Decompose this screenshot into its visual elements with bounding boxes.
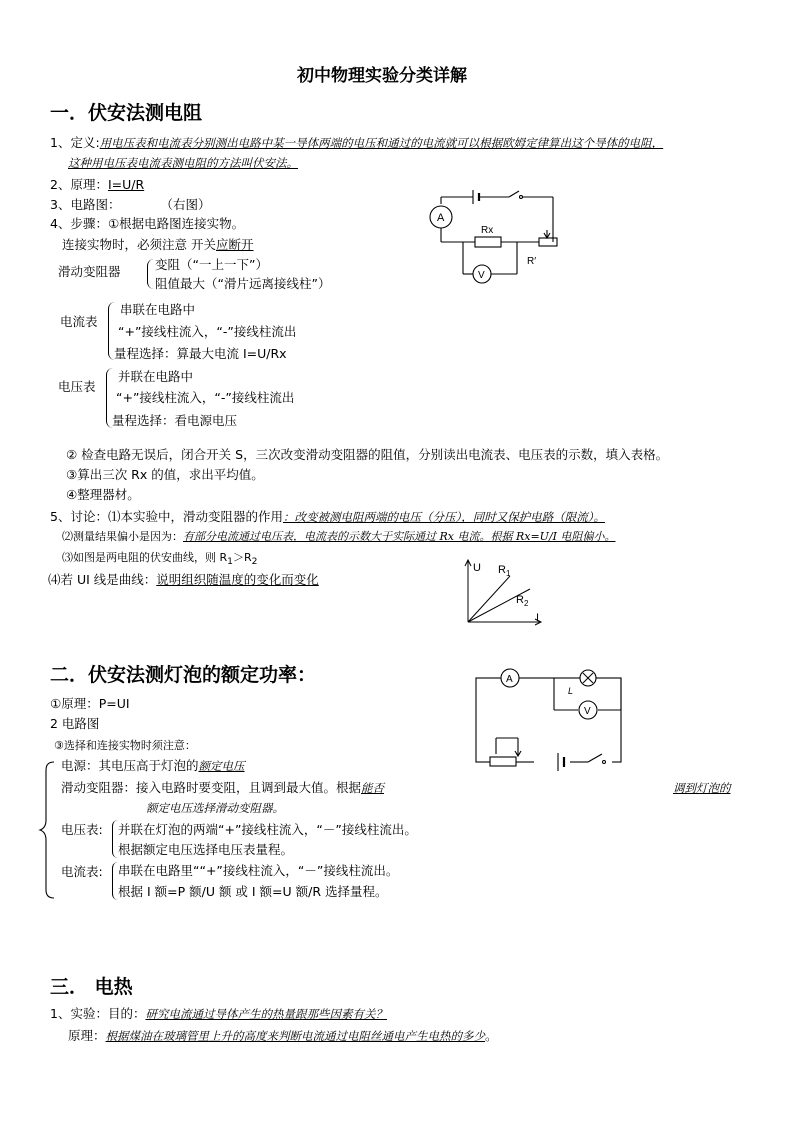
- discussion-3-text: ⑶如图是两电阻的伏安曲线，则 R: [62, 551, 228, 564]
- s2-voltmeter-item-2: 根据额定电压选择电压表量程。: [118, 842, 294, 857]
- s2-rheostat-label: 滑动变阻器：接入电路时要变阻，且调到最大值。根据: [61, 780, 362, 795]
- s2-rheostat-emphasis-2: 调到灯泡的: [673, 781, 731, 795]
- s2-rheostat-line-2: 额定电压选择滑动变阻器。: [146, 801, 284, 815]
- ammeter-symbol-label: A: [437, 212, 445, 224]
- r1-line: [468, 576, 510, 622]
- lamp-label: L: [568, 686, 574, 696]
- rheostat-item-2: 阻值最大（“滑片远离接线柱”）: [155, 276, 331, 291]
- s2-power-label: 电源：其电压高于灯泡的: [61, 758, 199, 773]
- connect-note-emphasis: 应断开: [215, 237, 254, 252]
- voltmeter-symbol-label: V: [478, 270, 485, 281]
- ammeter-item-3: 量程选择：算最大电流 I=U/Rx: [114, 346, 287, 361]
- s2-ammeter-item-1: 串联在电路里““+”接线柱流入，“－”接线柱流出。: [118, 863, 399, 878]
- graph-r2-label: R: [516, 594, 524, 606]
- s2-principle: ①原理：P=UI: [50, 696, 130, 711]
- circuit-label: 3、电路图：: [50, 197, 121, 212]
- steps-label: 4、步骤：: [50, 216, 108, 231]
- graph-u-label: U: [473, 562, 481, 574]
- rheostat-item-1: 变阻（“一上一下”）: [155, 257, 268, 272]
- definition-line-1: [50, 135, 663, 151]
- s3-experiment-label: 1、实验：目的：: [50, 1006, 146, 1021]
- s2-rheostat: [61, 780, 384, 796]
- circuit-diagram-1: [425, 188, 560, 298]
- s2-note: ③选择和连接实物时须注意：: [54, 739, 196, 752]
- step-3: ③算出三次 Rx 的值，求出平均值。: [66, 467, 264, 482]
- s2-power-emphasis: 额定电压: [198, 759, 245, 773]
- s2-voltmeter-item-1: 并联在灯泡的两端“+”接线柱流入，“－”接线柱流出。: [118, 822, 417, 837]
- s2-ammeter-item-2: 根据 I 额=P 额/U 额 或 I 额=U 额/R 选择量程。: [118, 884, 388, 899]
- rheostat-label: 滑动变阻器: [58, 264, 121, 279]
- principle-line: [50, 177, 144, 193]
- voltmeter-item-2: “+”接线柱流入，“-”接线柱流出: [116, 390, 295, 405]
- section-2-heading: 二．伏安法测灯泡的额定功率：: [50, 664, 317, 686]
- rheostat-brace: [147, 259, 154, 289]
- section-1-heading: 一．伏安法测电阻: [50, 102, 203, 124]
- discussion-3-r2: R: [243, 551, 252, 564]
- s2-rheostat-emphasis-1: 能否: [361, 781, 385, 795]
- voltmeter-item-3: 量程选择：看电源电压: [112, 413, 238, 428]
- voltmeter-item-1: 并联在电路中: [118, 369, 194, 384]
- ui-graph: [458, 557, 550, 627]
- discussion-3-sub1: 1: [227, 556, 233, 568]
- discussion-1-answer: ：改变被测电阻两端的电压（分压），同时又保护电路（限流）。: [282, 510, 605, 524]
- circuit-diagram-2: [470, 666, 630, 772]
- s2-rheostat-symbol: [490, 757, 516, 766]
- connect-note: 连接实物时，必须注意 开关: [62, 237, 216, 252]
- discussion-label: 5、讨论：⑴本实验中，滑动变阻器的作用: [50, 509, 283, 524]
- s2-ammeter-symbol-label: A: [506, 674, 513, 685]
- graph-r2-sub: 2: [524, 599, 529, 608]
- s3-principle-end: 。: [485, 1028, 498, 1043]
- graph-r1-label: R: [498, 564, 506, 576]
- principle-label: 2、原理：: [50, 177, 108, 192]
- discussion-1: [50, 509, 605, 525]
- ammeter-item-1: 串联在电路中: [120, 302, 196, 317]
- step-1: ①根据电路图连接实物。: [107, 216, 245, 231]
- s2-power: [61, 758, 245, 774]
- s2-voltmeter-symbol-label: V: [584, 706, 591, 717]
- s2-voltmeter-label: 电压表:: [61, 822, 103, 837]
- connect-note-line: [62, 237, 254, 253]
- discussion-2: [62, 529, 616, 544]
- definition-text-1: 用电压表和电流表分别测出电路中某一导体两端的电压和通过的电流就可以根据欧姆定律算出这个导体的电阻，: [99, 136, 664, 150]
- discussion-2-answer: 有部分电流通过电压表，电流表的示数大于实际通过 Rx 电流。根据 Rx=U/I 电阻偏小。: [183, 530, 616, 543]
- definition-label: 1、定义:: [50, 135, 100, 150]
- definition-text-2: 这种用电压表电流表测电阻的方法叫伏安法。: [68, 156, 298, 170]
- steps-line: [50, 216, 244, 232]
- section-3-heading: 三． 电热: [50, 976, 133, 998]
- graph-i-label: I: [536, 612, 540, 624]
- voltmeter-label: 电压表: [58, 379, 96, 394]
- discussion-4-label: ⑷若 UI 线是曲线：: [48, 572, 157, 587]
- s3-principle-answer: 根据煤油在玻璃管里上升的高度来判断电流通过电阻丝通电产生电热的多少: [105, 1029, 486, 1043]
- rheostat-r-prime-label: R′: [527, 256, 537, 267]
- principle-value: I=U/R: [107, 177, 145, 192]
- discussion-4: [48, 572, 319, 588]
- ammeter-label: 电流表: [60, 314, 98, 329]
- s3-experiment-answer: 研究电流通过导体产生的热量跟那些因素有关？: [145, 1007, 387, 1021]
- s2-circuit: 2 电路图: [50, 716, 100, 731]
- s3-principle-label: 原理：: [68, 1028, 106, 1043]
- resistor-rx-label: Rx: [481, 225, 494, 236]
- graph-r1-sub: 1: [506, 569, 511, 578]
- circuit-note: （右图）: [160, 197, 211, 212]
- discussion-3-gt: ＞: [232, 551, 244, 564]
- discussion-4-answer: 说明组织随温度的变化而变化: [156, 572, 319, 587]
- discussion-3: [62, 550, 257, 569]
- discussion-2-label: ⑵测量结果偏小是因为：: [62, 530, 183, 543]
- s3-experiment: [50, 1006, 387, 1022]
- s3-principle: [68, 1028, 498, 1044]
- page-title: 初中物理实验分类详解: [297, 66, 467, 86]
- step-4: ④整理器材。: [66, 487, 140, 502]
- s2-ammeter-label: 电流表:: [61, 864, 103, 879]
- s2-big-brace: [40, 760, 56, 900]
- circuit-line: [50, 197, 210, 213]
- discussion-3-sub2: 2: [251, 556, 258, 568]
- step-2: ② 检查电路无误后，闭合开关 S，三次改变滑动变阻器的阻值，分别读出电流表、电压表的示数，填入表格。: [66, 447, 669, 462]
- ammeter-item-2: “+”接线柱流入，“-”接线柱流出: [118, 324, 297, 339]
